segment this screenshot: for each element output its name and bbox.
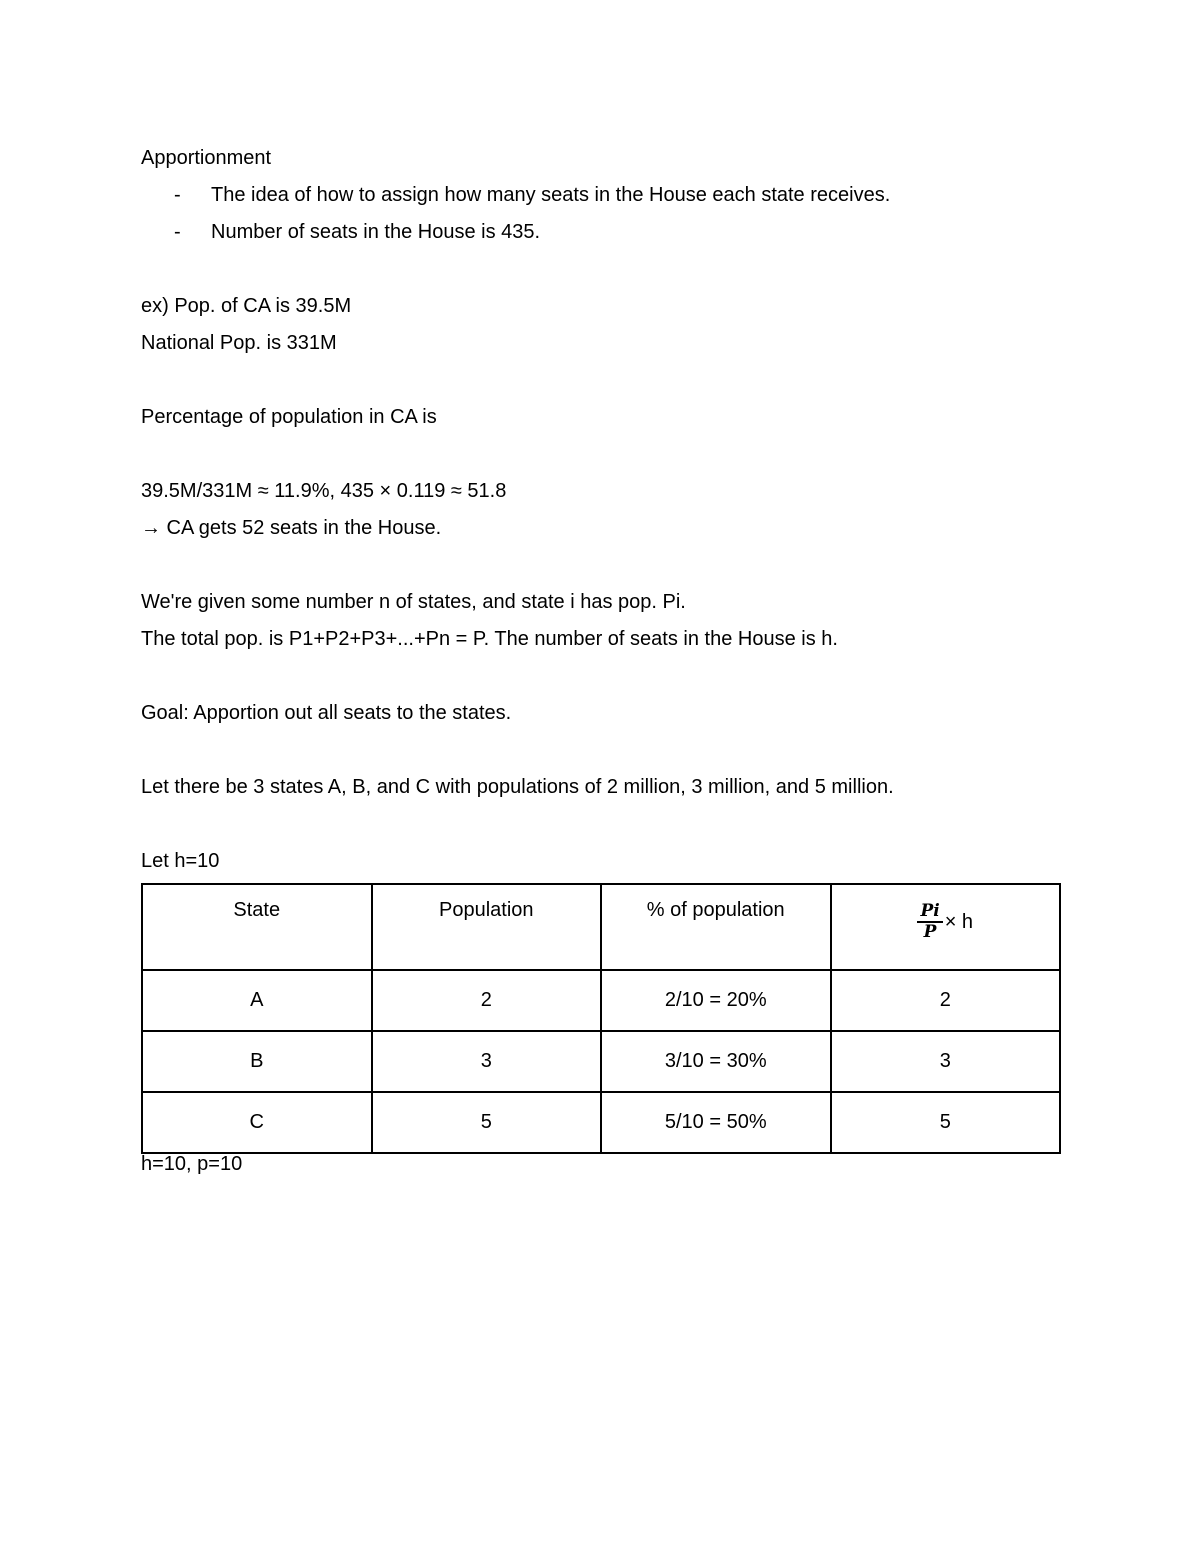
table-row [142,970,1060,1031]
formula-suffix: × h [944,910,974,933]
spacer [141,547,1071,584]
cell-percent: 3/10 = 30% [601,1031,831,1092]
cell-population: 3 [372,1031,602,1092]
let-h-line: Let h=10 [141,850,220,872]
table-row [142,1031,1060,1092]
cell-state: C [142,1092,372,1153]
fraction-numerator: Pi [917,902,942,923]
cell-population: 5 [372,1092,602,1153]
bullet-marker: - [174,184,181,206]
list-item [141,214,1071,251]
cell-state: A [142,970,372,1031]
spacer [141,251,1071,288]
footer-note: h=10, p=10 [141,1153,243,1175]
table-row [142,1092,1060,1153]
cell-percent: 5/10 = 50% [601,1092,831,1153]
fraction [917,902,942,942]
header-population: Population [372,884,602,970]
header-state: State [142,884,372,970]
list-item [141,177,1071,214]
table-header-row [142,884,1060,970]
document-body [141,140,1071,880]
bullet-text: Number of seats in the House is 435. [211,221,541,243]
fraction-denominator: P [923,922,937,942]
heading: Apportionment [141,147,272,169]
national-pop-line: National Pop. is 331M [141,332,337,354]
general-statement: We're given some number n of states, and state i has pop. Pi. [141,591,686,613]
header-percent: % of population [601,884,831,970]
formula [917,902,973,942]
spacer [141,732,1071,769]
bullet-marker: - [174,221,181,243]
result-line: → CA gets 52 seats in the House. [141,517,442,539]
calculation-line: 39.5M/331M ≈ 11.9%, 435 × 0.119 ≈ 51.8 [141,480,507,502]
cell-quota: 5 [831,1092,1061,1153]
bullet-list [141,177,1071,251]
total-pop-statement: The total pop. is P1+P2+P3+...+Pn = P. The number of seats in the House is h. [141,628,838,650]
goal-line: Goal: Apportion out all seats to the states. [141,702,512,724]
bullet-text: The idea of how to assign how many seats in the House each state receives. [211,184,891,206]
percentage-intro: Percentage of population in CA is [141,406,437,428]
header-formula [831,884,1061,970]
spacer [141,362,1071,399]
cell-percent: 2/10 = 20% [601,970,831,1031]
spacer [141,658,1071,695]
example-line: ex) Pop. of CA is 39.5M [141,295,352,317]
scenario-line: Let there be 3 states A, B, and C with populations of 2 million, 3 million, and 5 million. [141,776,894,798]
apportionment-table [141,883,1061,1154]
cell-state: B [142,1031,372,1092]
spacer [141,436,1071,473]
cell-quota: 2 [831,970,1061,1031]
cell-population: 2 [372,970,602,1031]
cell-quota: 3 [831,1031,1061,1092]
spacer [141,806,1071,843]
